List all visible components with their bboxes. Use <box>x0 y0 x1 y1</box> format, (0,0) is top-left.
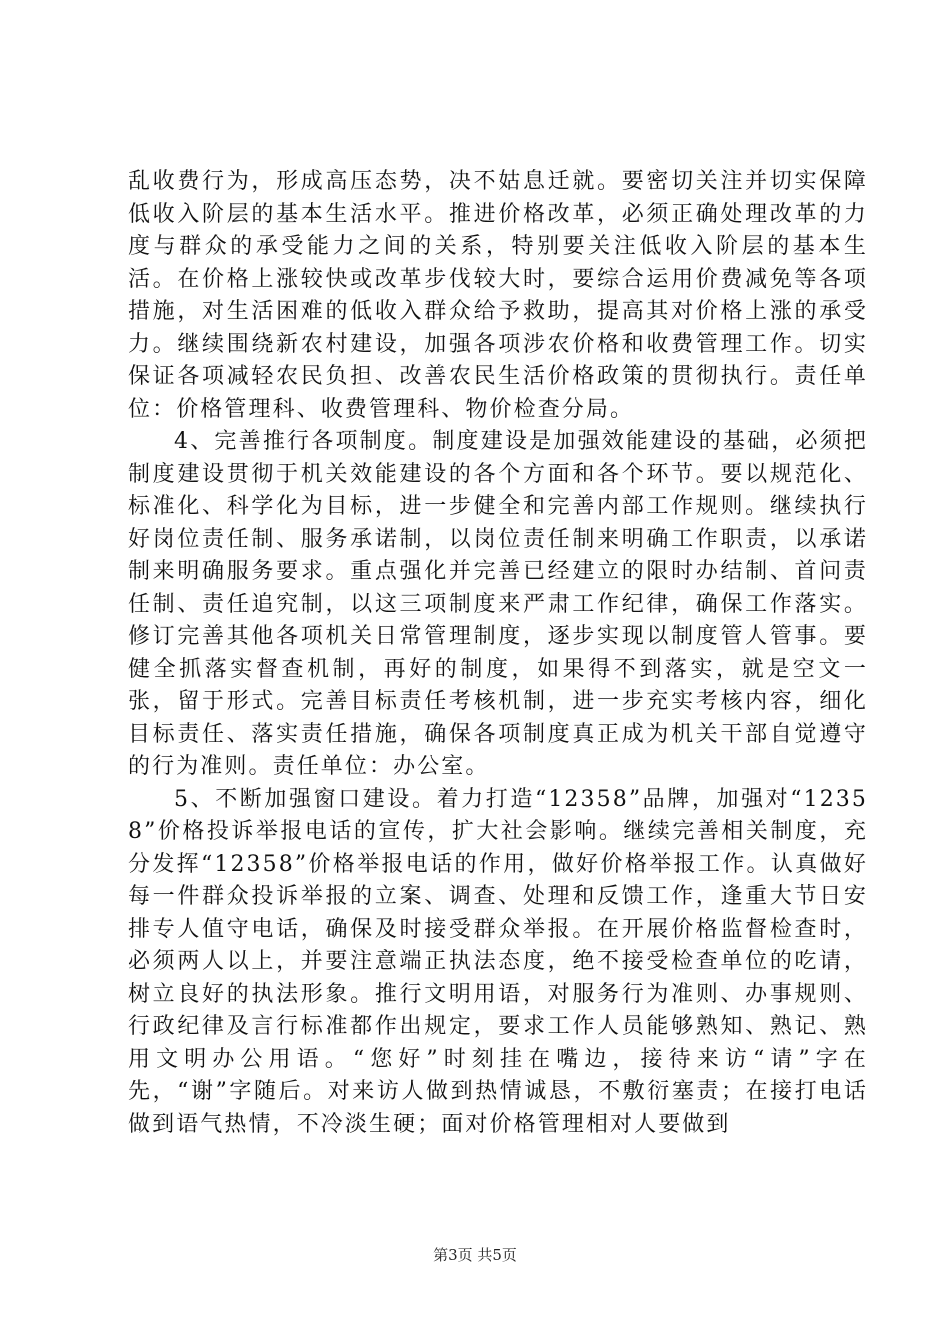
document-body <box>128 166 868 1141</box>
page-footer: 第3页 共5页 <box>433 1246 517 1264</box>
paragraph-continuation: 乱收费行为，形成高压态势，决不姑息迁就。要密切关注并切实保障低收入阶层的基本生活水平。推进价格改革，必须正确处理改革的力度与群众的承受能力之间的关系，特别要关注低收入阶层的基本生活。在价格上涨较快或改革步伐较大时，要综合运用价费减免等各项措施，对生活困难的低收入群众给予救助，提高其对价格上涨的承受力。继续围绕新农村建设，加强各项涉农价格和收费管理工作。切实保证各项减轻农民负担、改善农民生活价格政策的贯彻执行。责任单位：价格管理科、收费管理科、物价检查分局。 <box>128 169 868 422</box>
paragraph-item-4: 4、完善推行各项制度。制度建设是加强效能建设的基础，必须把制度建设贯彻于机关效能建设的各个方面和各个环节。要以规范化、标准化、科学化为目标，进一步健全和完善内部工作规则。继续执行好岗位责任制、服务承诺制，以岗位责任制来明确工作职责，以承诺制来明确服务要求。重点强化并完善已经建立的限时办结制、首问责任制、责任追究制，以这三项制度来严肃工作纪律，确保工作落实。修订完善其他各项机关日常管理制度，逐步实现以制度管人管事。要健全抓落实督查机制，再好的制度，如果得不到落实，就是空文一张，留于形式。完善目标责任考核机制，进一步充实考核内容，细化目标责任、落实责任措施，确保各项制度真正成为机关干部自觉遵守的行为准则。责任单位：办公室。 <box>128 429 868 779</box>
paragraph-item-5: 5、不断加强窗口建设。着力打造“12358”品牌，加强对“12358”价格投诉举报电话的宣传，扩大社会影响。继续完善相关制度，充分发挥“12358”价格举报电话的作用，做好价格举报工作。认真做好每一件群众投诉举报的立案、调查、处理和反馈工作，逢重大节日安排专人值守电话，确保及时接受群众举报。在开展价格监督检查时，必须两人以上，并要注意端正执法态度，绝不接受检查单位的吃请，树立良好的执法形象。推行文明用语，对服务行为准则、办事规则、行政纪律及言行标准都作出规定，要求工作人员能够熟知、熟记、熟用文明办公用语。“您好”时刻挂在嘴边，接待来访“请”字在先，“谢”字随后。对来访人做到热情诚恳，不敷衍塞责；在接打电话做到语气热情，不冷淡生硬；面对价格管理相对人要做到 <box>128 786 868 1137</box>
